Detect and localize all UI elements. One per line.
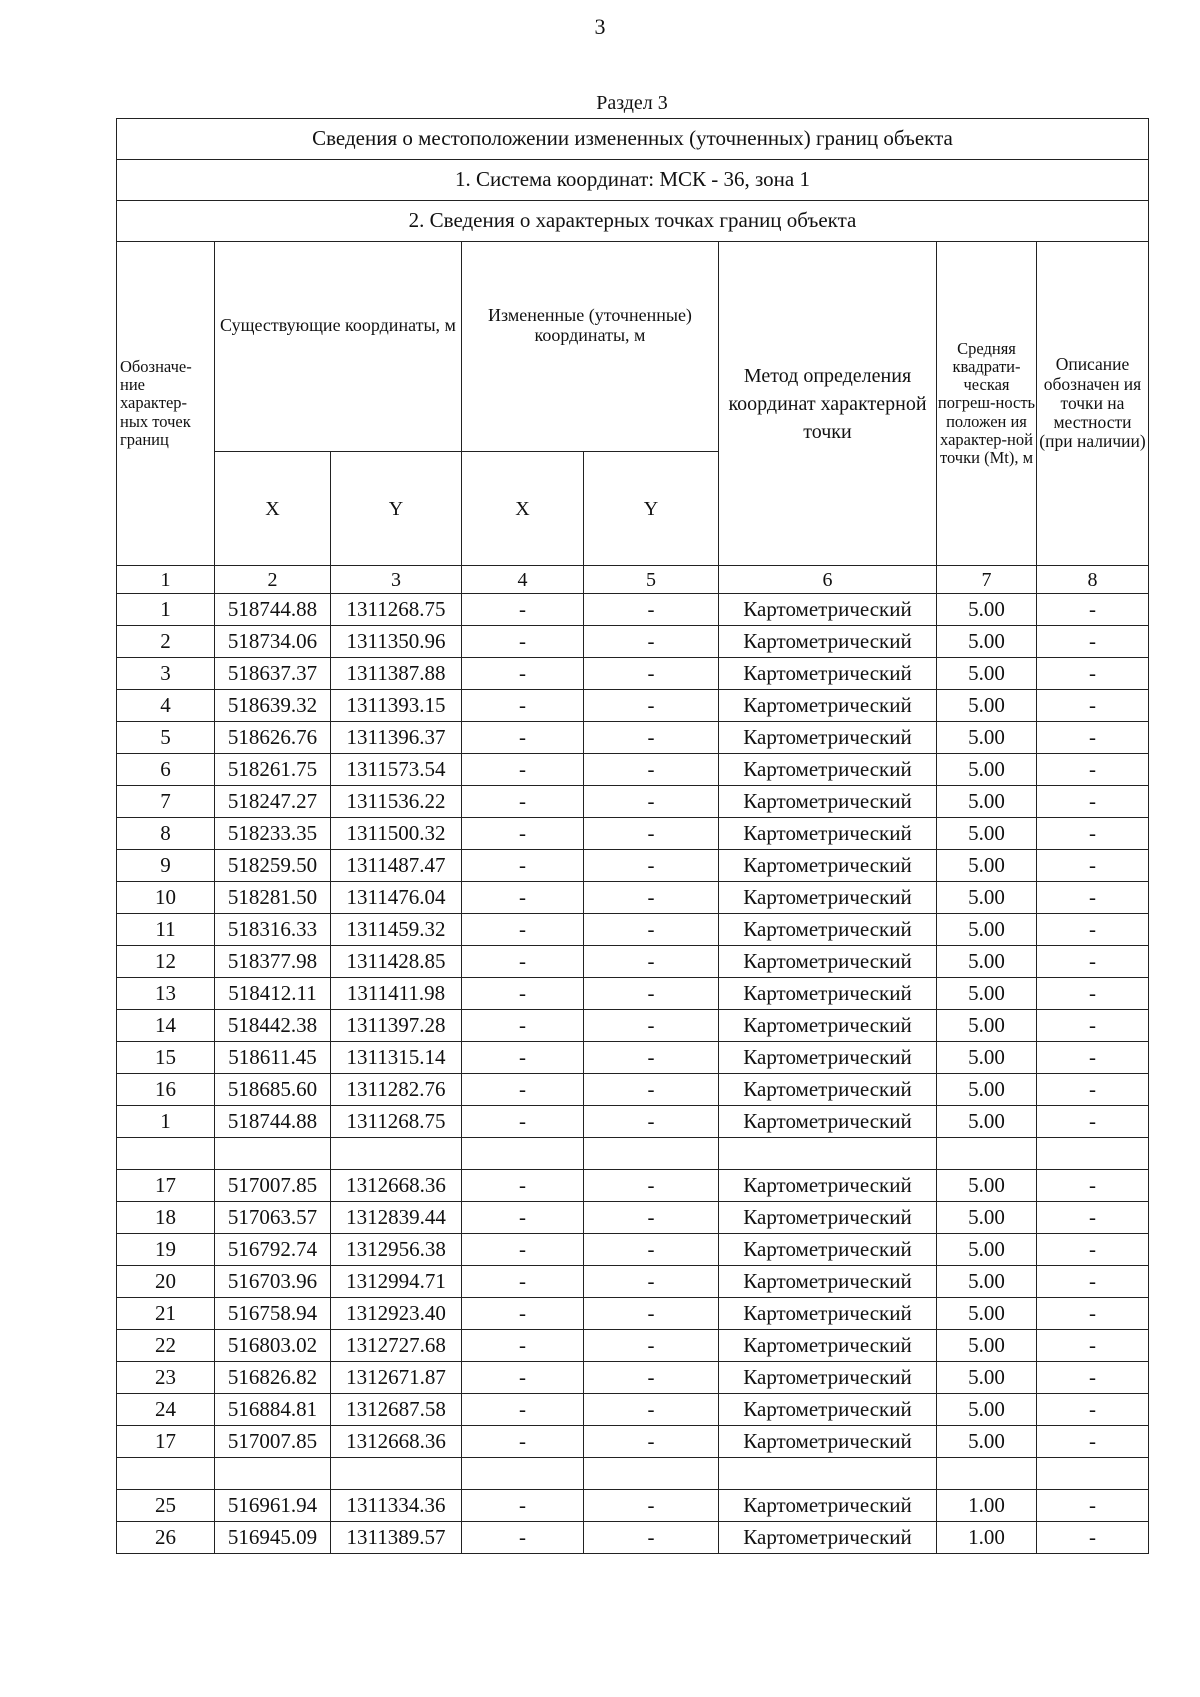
cell-point-id: 4 (117, 690, 215, 722)
cell-changed-y: - (584, 1522, 719, 1554)
cell-existing-y: 1311268.75 (331, 1106, 462, 1138)
cell-point-id: 19 (117, 1234, 215, 1266)
empty-cell (117, 1458, 215, 1490)
cell-method: Картометрический (719, 690, 937, 722)
empty-cell (1037, 1458, 1149, 1490)
cell-changed-x: - (462, 914, 584, 946)
cell-existing-x: 518259.50 (215, 850, 331, 882)
table-row (117, 1202, 1149, 1234)
empty-cell (462, 1138, 584, 1170)
table-row (117, 594, 1149, 626)
cell-changed-x: - (462, 1490, 584, 1522)
cell-changed-x: - (462, 1170, 584, 1202)
cell-error-mt: 5.00 (937, 850, 1037, 882)
cell-point-id: 9 (117, 850, 215, 882)
cell-description: - (1037, 978, 1149, 1010)
cell-existing-x: 518611.45 (215, 1042, 331, 1074)
table-row (117, 1426, 1149, 1458)
cell-method: Картометрический (719, 1042, 937, 1074)
empty-cell (331, 1458, 462, 1490)
header-changed-x: X (462, 452, 584, 566)
cell-existing-x: 516792.74 (215, 1234, 331, 1266)
cell-existing-y: 1311282.76 (331, 1074, 462, 1106)
cell-existing-x: 518261.75 (215, 754, 331, 786)
cell-changed-x: - (462, 1234, 584, 1266)
cell-changed-y: - (584, 850, 719, 882)
cell-error-mt: 5.00 (937, 1074, 1037, 1106)
cell-existing-x: 516803.02 (215, 1330, 331, 1362)
table-row (117, 658, 1149, 690)
table-row (117, 1234, 1149, 1266)
cell-point-id: 3 (117, 658, 215, 690)
cell-changed-x: - (462, 786, 584, 818)
cell-description: - (1037, 1394, 1149, 1426)
cell-changed-x: - (462, 1394, 584, 1426)
cell-description: - (1037, 1362, 1149, 1394)
cell-changed-x: - (462, 1074, 584, 1106)
cell-existing-x: 518233.35 (215, 818, 331, 850)
cell-existing-x: 516703.96 (215, 1266, 331, 1298)
cell-point-id: 15 (117, 1042, 215, 1074)
cell-point-id: 1 (117, 594, 215, 626)
cell-point-id: 11 (117, 914, 215, 946)
cell-existing-y: 1311573.54 (331, 754, 462, 786)
column-number: 5 (584, 566, 719, 594)
empty-cell (215, 1458, 331, 1490)
cell-changed-y: - (584, 754, 719, 786)
cell-existing-x: 517007.85 (215, 1426, 331, 1458)
cell-error-mt: 5.00 (937, 882, 1037, 914)
cell-changed-y: - (584, 1202, 719, 1234)
cell-changed-x: - (462, 658, 584, 690)
cell-existing-x: 518734.06 (215, 626, 331, 658)
cell-existing-x: 517007.85 (215, 1170, 331, 1202)
cell-method: Картометрический (719, 786, 937, 818)
cell-method: Картометрический (719, 594, 937, 626)
empty-cell (719, 1138, 937, 1170)
cell-method: Картометрический (719, 1522, 937, 1554)
cell-existing-x: 518412.11 (215, 978, 331, 1010)
cell-changed-x: - (462, 850, 584, 882)
table-row (117, 1362, 1149, 1394)
cell-changed-x: - (462, 690, 584, 722)
table-row (117, 722, 1149, 754)
cell-method: Картометрический (719, 946, 937, 978)
cell-description: - (1037, 1234, 1149, 1266)
cell-description: - (1037, 1522, 1149, 1554)
cell-changed-y: - (584, 978, 719, 1010)
cell-method: Картометрический (719, 882, 937, 914)
table-row (117, 1074, 1149, 1106)
empty-cell (331, 1138, 462, 1170)
table-row (117, 786, 1149, 818)
cell-existing-y: 1311536.22 (331, 786, 462, 818)
cell-existing-x: 516884.81 (215, 1394, 331, 1426)
cell-existing-y: 1312994.71 (331, 1266, 462, 1298)
cell-point-id: 6 (117, 754, 215, 786)
cell-description: - (1037, 1330, 1149, 1362)
cell-description: - (1037, 626, 1149, 658)
cell-changed-y: - (584, 1266, 719, 1298)
cell-existing-y: 1311428.85 (331, 946, 462, 978)
cell-point-id: 7 (117, 786, 215, 818)
section-label: Раздел 3 (596, 92, 668, 114)
cell-description: - (1037, 658, 1149, 690)
table-row (117, 1170, 1149, 1202)
empty-cell (584, 1458, 719, 1490)
cell-changed-x: - (462, 978, 584, 1010)
cell-error-mt: 5.00 (937, 818, 1037, 850)
cell-existing-x: 516945.09 (215, 1522, 331, 1554)
cell-method: Картометрический (719, 1490, 937, 1522)
cell-point-id: 10 (117, 882, 215, 914)
coord-system: 1. Система координат: МСК - 36, зона 1 (117, 160, 1149, 201)
column-number-row (117, 566, 1149, 594)
empty-cell (937, 1458, 1037, 1490)
empty-cell (215, 1138, 331, 1170)
cell-changed-x: - (462, 1106, 584, 1138)
table-row (117, 1490, 1149, 1522)
empty-cell (462, 1458, 584, 1490)
cell-existing-x: 516758.94 (215, 1298, 331, 1330)
cell-point-id: 8 (117, 818, 215, 850)
cell-existing-x: 518744.88 (215, 594, 331, 626)
cell-changed-y: - (584, 1362, 719, 1394)
header-point-designation: Обозначе-ние характер-ных точек границ (117, 242, 215, 566)
header-description: Описание обозначен ия точки на местности (при наличии) (1037, 242, 1149, 566)
cell-existing-x: 518247.27 (215, 786, 331, 818)
cell-description: - (1037, 946, 1149, 978)
cell-changed-y: - (584, 818, 719, 850)
cell-changed-x: - (462, 754, 584, 786)
cell-changed-y: - (584, 1394, 719, 1426)
cell-point-id: 1 (117, 1106, 215, 1138)
table-row (117, 818, 1149, 850)
cell-method: Картометрический (719, 1170, 937, 1202)
cell-changed-y: - (584, 946, 719, 978)
cell-existing-y: 1311411.98 (331, 978, 462, 1010)
cell-existing-x: 518377.98 (215, 946, 331, 978)
table-row (117, 1298, 1149, 1330)
cell-description: - (1037, 818, 1149, 850)
cell-changed-y: - (584, 658, 719, 690)
cell-existing-x: 518626.76 (215, 722, 331, 754)
cell-error-mt: 5.00 (937, 1042, 1037, 1074)
cell-changed-y: - (584, 914, 719, 946)
cell-method: Картометрический (719, 1234, 937, 1266)
cell-changed-y: - (584, 626, 719, 658)
column-number: 3 (331, 566, 462, 594)
cell-changed-x: - (462, 594, 584, 626)
header-error: Средняя квадрати-ческая погреш-ность положен ия характер-ной точки (Mt), м (937, 242, 1037, 566)
cell-method: Картометрический (719, 754, 937, 786)
cell-existing-y: 1312668.36 (331, 1426, 462, 1458)
cell-point-id: 17 (117, 1426, 215, 1458)
cell-description: - (1037, 1202, 1149, 1234)
cell-point-id: 23 (117, 1362, 215, 1394)
cell-error-mt: 1.00 (937, 1522, 1037, 1554)
cell-existing-y: 1311396.37 (331, 722, 462, 754)
cell-changed-x: - (462, 1522, 584, 1554)
cell-existing-y: 1311487.47 (331, 850, 462, 882)
cell-description: - (1037, 1490, 1149, 1522)
cell-point-id: 13 (117, 978, 215, 1010)
cell-point-id: 12 (117, 946, 215, 978)
cell-error-mt: 5.00 (937, 754, 1037, 786)
column-number: 6 (719, 566, 937, 594)
cell-method: Картометрический (719, 1426, 937, 1458)
cell-changed-y: - (584, 786, 719, 818)
empty-cell (117, 1138, 215, 1170)
cell-changed-y: - (584, 1298, 719, 1330)
cell-existing-x: 518639.32 (215, 690, 331, 722)
cell-description: - (1037, 754, 1149, 786)
cell-method: Картометрический (719, 850, 937, 882)
cell-changed-x: - (462, 946, 584, 978)
cell-point-id: 2 (117, 626, 215, 658)
cell-description: - (1037, 914, 1149, 946)
cell-changed-y: - (584, 1074, 719, 1106)
table-row (117, 1394, 1149, 1426)
empty-cell (1037, 1138, 1149, 1170)
cell-existing-y: 1311393.15 (331, 690, 462, 722)
cell-error-mt: 5.00 (937, 722, 1037, 754)
cell-existing-x: 516961.94 (215, 1490, 331, 1522)
cell-changed-y: - (584, 594, 719, 626)
cell-description: - (1037, 850, 1149, 882)
cell-method: Картометрический (719, 1362, 937, 1394)
cell-existing-y: 1311334.36 (331, 1490, 462, 1522)
cell-point-id: 25 (117, 1490, 215, 1522)
cell-existing-x: 518744.88 (215, 1106, 331, 1138)
header-changed-y: Y (584, 452, 719, 566)
table-row (117, 1010, 1149, 1042)
cell-existing-y: 1312839.44 (331, 1202, 462, 1234)
column-number: 1 (117, 566, 215, 594)
cell-description: - (1037, 1170, 1149, 1202)
table-row (117, 1266, 1149, 1298)
cell-point-id: 18 (117, 1202, 215, 1234)
table-row (117, 946, 1149, 978)
cell-changed-x: - (462, 1426, 584, 1458)
empty-cell (584, 1138, 719, 1170)
cell-error-mt: 5.00 (937, 1202, 1037, 1234)
cell-description: - (1037, 882, 1149, 914)
cell-method: Картометрический (719, 914, 937, 946)
cell-point-id: 16 (117, 1074, 215, 1106)
cell-existing-y: 1312671.87 (331, 1362, 462, 1394)
cell-existing-y: 1311397.28 (331, 1010, 462, 1042)
table-row (117, 882, 1149, 914)
cell-existing-y: 1311459.32 (331, 914, 462, 946)
cell-method: Картометрический (719, 1010, 937, 1042)
cell-error-mt: 5.00 (937, 594, 1037, 626)
cell-error-mt: 1.00 (937, 1490, 1037, 1522)
boundary-points-table (116, 118, 1149, 1554)
cell-changed-x: - (462, 1298, 584, 1330)
cell-changed-x: - (462, 1010, 584, 1042)
cell-changed-x: - (462, 1266, 584, 1298)
column-number: 4 (462, 566, 584, 594)
cell-existing-y: 1311315.14 (331, 1042, 462, 1074)
points-heading: 2. Сведения о характерных точках границ объекта (117, 201, 1149, 242)
cell-point-id: 21 (117, 1298, 215, 1330)
header-existing-y: Y (331, 452, 462, 566)
cell-changed-y: - (584, 1010, 719, 1042)
cell-error-mt: 5.00 (937, 658, 1037, 690)
cell-existing-x: 518442.38 (215, 1010, 331, 1042)
cell-error-mt: 5.00 (937, 690, 1037, 722)
cell-changed-y: - (584, 1170, 719, 1202)
cell-method: Картометрический (719, 1394, 937, 1426)
cell-existing-y: 1312727.68 (331, 1330, 462, 1362)
cell-changed-x: - (462, 1202, 584, 1234)
table-row (117, 1106, 1149, 1138)
table-row (117, 978, 1149, 1010)
cell-changed-y: - (584, 722, 719, 754)
cell-method: Картометрический (719, 1330, 937, 1362)
coord-system-row (117, 160, 1149, 201)
cell-point-id: 24 (117, 1394, 215, 1426)
empty-cell (719, 1458, 937, 1490)
cell-method: Картометрический (719, 1106, 937, 1138)
cell-method: Картометрический (719, 1074, 937, 1106)
header-changed-coords: Измененные (уточненные) координаты, м (462, 242, 719, 452)
cell-changed-x: - (462, 882, 584, 914)
cell-existing-y: 1311350.96 (331, 626, 462, 658)
blank-separator-row (117, 1138, 1149, 1170)
cell-existing-y: 1312923.40 (331, 1298, 462, 1330)
table-row (117, 914, 1149, 946)
cell-existing-y: 1311389.57 (331, 1522, 462, 1554)
table-row (117, 1522, 1149, 1554)
cell-method: Картометрический (719, 658, 937, 690)
cell-description: - (1037, 1426, 1149, 1458)
cell-error-mt: 5.00 (937, 1394, 1037, 1426)
cell-method: Картометрический (719, 1202, 937, 1234)
cell-changed-x: - (462, 818, 584, 850)
points-heading-row (117, 201, 1149, 242)
cell-method: Картометрический (719, 1266, 937, 1298)
cell-error-mt: 5.00 (937, 1426, 1037, 1458)
header-method: Метод определения координат характерной точки (719, 242, 937, 566)
cell-changed-y: - (584, 690, 719, 722)
cell-changed-x: - (462, 626, 584, 658)
cell-error-mt: 5.00 (937, 946, 1037, 978)
cell-changed-y: - (584, 1490, 719, 1522)
cell-method: Картометрический (719, 722, 937, 754)
cell-error-mt: 5.00 (937, 978, 1037, 1010)
cell-description: - (1037, 1106, 1149, 1138)
cell-changed-x: - (462, 1042, 584, 1074)
cell-description: - (1037, 1266, 1149, 1298)
cell-description: - (1037, 722, 1149, 754)
cell-method: Картометрический (719, 626, 937, 658)
column-number: 7 (937, 566, 1037, 594)
cell-error-mt: 5.00 (937, 1298, 1037, 1330)
cell-error-mt: 5.00 (937, 1106, 1037, 1138)
cell-changed-y: - (584, 1330, 719, 1362)
header-existing-x: X (215, 452, 331, 566)
cell-error-mt: 5.00 (937, 1266, 1037, 1298)
cell-existing-y: 1311476.04 (331, 882, 462, 914)
cell-point-id: 26 (117, 1522, 215, 1554)
cell-point-id: 17 (117, 1170, 215, 1202)
cell-method: Картометрический (719, 1298, 937, 1330)
cell-existing-x: 518637.37 (215, 658, 331, 690)
blank-separator-row (117, 1458, 1149, 1490)
cell-error-mt: 5.00 (937, 626, 1037, 658)
cell-changed-y: - (584, 1426, 719, 1458)
cell-existing-y: 1311500.32 (331, 818, 462, 850)
cell-changed-x: - (462, 722, 584, 754)
cell-error-mt: 5.00 (937, 786, 1037, 818)
cell-existing-y: 1311268.75 (331, 594, 462, 626)
cell-existing-x: 518316.33 (215, 914, 331, 946)
cell-description: - (1037, 1042, 1149, 1074)
cell-point-id: 14 (117, 1010, 215, 1042)
cell-description: - (1037, 690, 1149, 722)
cell-existing-y: 1311387.88 (331, 658, 462, 690)
cell-changed-x: - (462, 1362, 584, 1394)
cell-changed-x: - (462, 1330, 584, 1362)
cell-error-mt: 5.00 (937, 1010, 1037, 1042)
cell-description: - (1037, 594, 1149, 626)
cell-point-id: 5 (117, 722, 215, 754)
cell-existing-y: 1312668.36 (331, 1170, 462, 1202)
cell-existing-x: 517063.57 (215, 1202, 331, 1234)
column-number: 8 (1037, 566, 1149, 594)
header-row-1 (117, 242, 1149, 452)
column-number: 2 (215, 566, 331, 594)
table-row (117, 1042, 1149, 1074)
cell-existing-x: 518685.60 (215, 1074, 331, 1106)
cell-error-mt: 5.00 (937, 1170, 1037, 1202)
table-title-row (117, 119, 1149, 160)
cell-description: - (1037, 786, 1149, 818)
cell-changed-y: - (584, 882, 719, 914)
cell-changed-y: - (584, 1106, 719, 1138)
cell-method: Картометрический (719, 978, 937, 1010)
header-existing-coords: Существующие координаты, м (215, 242, 462, 452)
cell-changed-y: - (584, 1042, 719, 1074)
cell-error-mt: 5.00 (937, 1330, 1037, 1362)
cell-changed-y: - (584, 1234, 719, 1266)
cell-existing-y: 1312956.38 (331, 1234, 462, 1266)
cell-point-id: 22 (117, 1330, 215, 1362)
cell-existing-x: 516826.82 (215, 1362, 331, 1394)
cell-method: Картометрический (719, 818, 937, 850)
table-row (117, 850, 1149, 882)
table-title: Сведения о местоположении измененных (уточненных) границ объекта (117, 119, 1149, 160)
cell-description: - (1037, 1298, 1149, 1330)
cell-description: - (1037, 1010, 1149, 1042)
page-number: 3 (594, 14, 606, 39)
table-row (117, 1330, 1149, 1362)
table-row (117, 754, 1149, 786)
cell-description: - (1037, 1074, 1149, 1106)
cell-error-mt: 5.00 (937, 1234, 1037, 1266)
cell-existing-x: 518281.50 (215, 882, 331, 914)
cell-existing-y: 1312687.58 (331, 1394, 462, 1426)
empty-cell (937, 1138, 1037, 1170)
table-row (117, 690, 1149, 722)
cell-point-id: 20 (117, 1266, 215, 1298)
cell-error-mt: 5.00 (937, 1362, 1037, 1394)
table-row (117, 626, 1149, 658)
cell-error-mt: 5.00 (937, 914, 1037, 946)
